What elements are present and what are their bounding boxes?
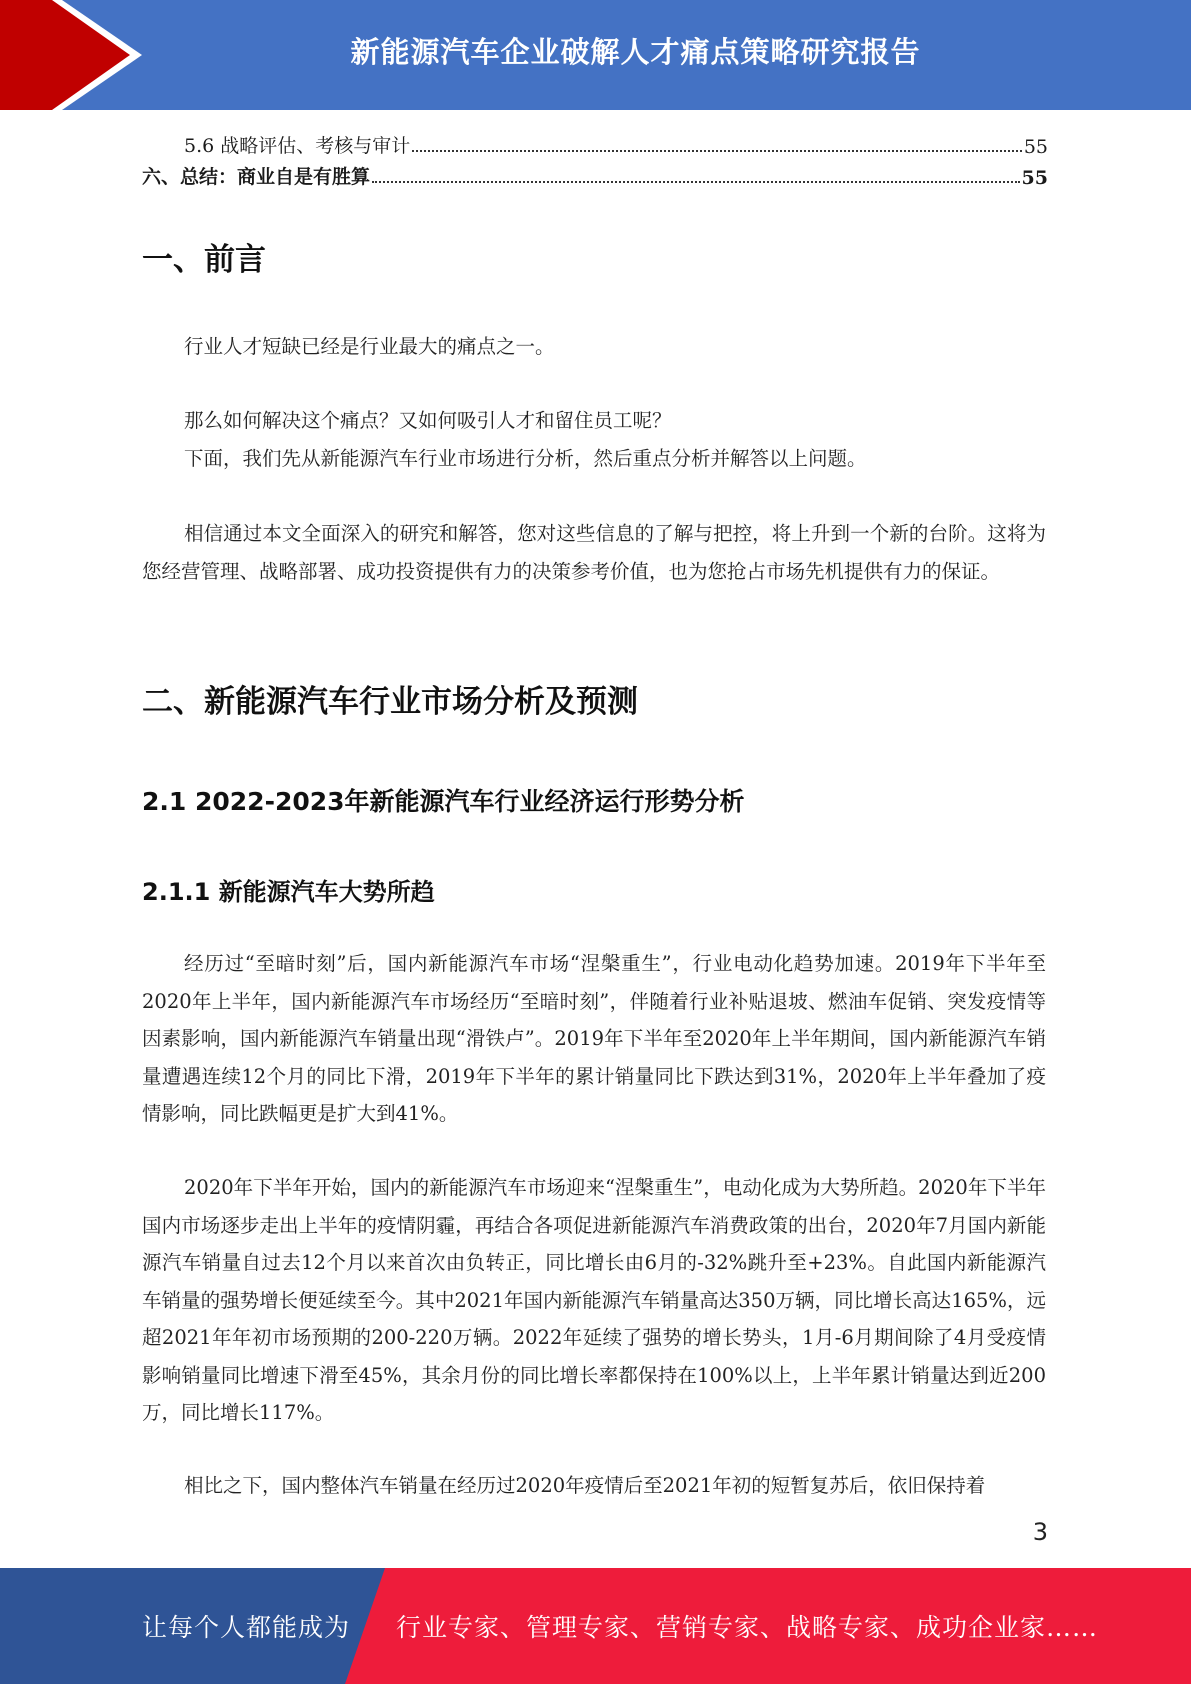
body-paragraph: 相比之下，国内整体汽车销量在经历过2020年疫情后至2021年初的短暂复苏后，依旧保持着 [184, 1474, 986, 1497]
subsection-heading: 2.1 2022-2023年新能源汽车行业经济运行形势分析 [142, 787, 745, 816]
header-arrow-decoration [0, 0, 150, 110]
toc-entry[interactable] [142, 159, 1048, 189]
toc-entry-label: 5.6 战略评估、考核与审计 [184, 135, 411, 157]
preface-paragraph: 相信通过本文全面深入的研究和解答，您对这些信息的了解与把控，将上升到一个新的台阶。这将为您经营管理、战略部署、成功投资提供有力的决策参考价值，也为您抢占市场先机提供有力的保证。 [142, 522, 1046, 583]
report-title: 新能源汽车企业破解人才痛点策略研究报告 [350, 34, 921, 69]
page-footer [0, 1568, 1191, 1684]
footer-slogan-left: 让每个人都能成为 [142, 1613, 351, 1642]
market-analysis-heading: 二、新能源汽车行业市场分析及预测 [142, 684, 638, 720]
preface-heading: 一、前言 [142, 242, 266, 278]
preface-paragraph: 下面，我们先从新能源汽车行业市场进行分析，然后重点分析并解答以上问题。 [184, 447, 867, 470]
toc-entry-label: 六、总结：商业自是有胜算 [142, 166, 371, 188]
subsubsection-heading: 2.1.1 新能源汽车大势所趋 [142, 878, 435, 906]
preface-paragraph: 行业人才短缺已经是行业最大的痛点之一。 [184, 335, 555, 358]
footer-slogan-right: 行业专家、管理专家、营销专家、战略专家、成功企业家…… [396, 1613, 1099, 1642]
toc-entry-page: 55 [1023, 136, 1048, 158]
preface-paragraph: 那么如何解决这个痛点？又如何吸引人才和留住员工呢？ [184, 409, 672, 432]
toc-entry-page: 55 [1021, 167, 1048, 189]
body-paragraph: 2020年下半年开始，国内的新能源汽车市场迎来“涅槃重生”，电动化成为大势所趋。2020年下半年国内市场逐步走出上半年的疫情阴霾，再结合各项促进新能源汽车消费政策的出台，2020年7月国内新能源汽车销量自过去12个月以来首次由负转正，同比增长由6月的-32%跳升至+23%。自此国内新能源汽车销量的强势增长便延续至今。其中2021年国内新能源汽车销量高达350万辆，同比增长高达165%，远超2021年年初市场预期的200-220万辆。2022年延续了强势的增长势头，1月-6月期间除了4月受疫情影响销量同比增速下滑至45%，其余月份的同比增长率都保持在100%以上，上半年累计销量达到近200万，同比增长117%。 [142, 1176, 1046, 1424]
toc-entry[interactable] [142, 128, 1048, 158]
page-header [0, 0, 1191, 110]
page-number: 3 [1032, 1518, 1048, 1546]
toc-leader [372, 181, 1020, 183]
toc-leader [412, 150, 1022, 152]
body-paragraph: 经历过“至暗时刻”后，国内新能源汽车市场“涅槃重生”，行业电动化趋势加速。2019年下半年至2020年上半年，国内新能源汽车市场经历“至暗时刻”，伴随着行业补贴退坡、燃油车促销、突发疫情等因素影响，国内新能源汽车销量出现“滑铁卢”。2019年下半年至2020年上半年期间，国内新能源汽车销量遭遇连续12个月的同比下滑，2019年下半年的累计销量同比下跌达到31%，2020年上半年叠加了疫情影响，同比跌幅更是扩大到41%。 [142, 952, 1046, 1125]
